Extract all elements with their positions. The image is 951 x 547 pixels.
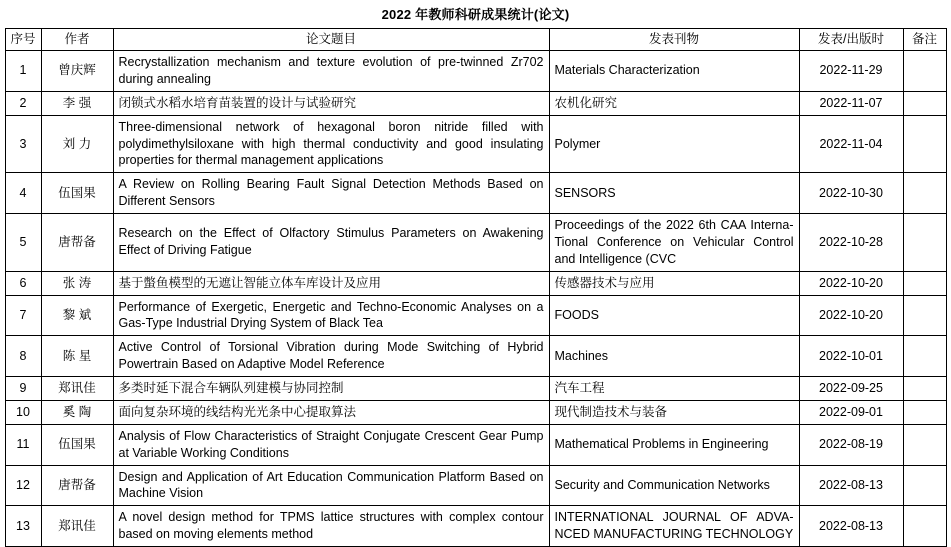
cell-date: 2022-10-01	[799, 336, 903, 377]
cell-journal: FOODS	[549, 295, 799, 336]
cell-index: 7	[5, 295, 41, 336]
cell-date: 2022-10-28	[799, 214, 903, 272]
cell-date: 2022-10-20	[799, 271, 903, 295]
cell-author: 郑讯佳	[41, 506, 113, 547]
table-row	[5, 400, 946, 424]
column-header-author: 作者	[41, 29, 113, 51]
cell-journal: 现代制造技术与装备	[549, 400, 799, 424]
cell-journal: Mathematical Problems in Engineering	[549, 424, 799, 465]
cell-date: 2022-11-04	[799, 115, 903, 173]
table-row	[5, 506, 946, 547]
cell-author: 郑讯佳	[41, 377, 113, 401]
cell-date: 2022-08-13	[799, 465, 903, 506]
cell-paper-title: Design and Application of Art Education Communication Platform Based on Machine Vision	[113, 465, 549, 506]
cell-paper-title: A Review on Rolling Bearing Fault Signal Detection Methods Based on Different Sensors	[113, 173, 549, 214]
cell-author: 黎 斌	[41, 295, 113, 336]
table-row	[5, 424, 946, 465]
cell-note	[903, 271, 946, 295]
table-row	[5, 214, 946, 272]
cell-index: 2	[5, 91, 41, 115]
cell-journal: Machines	[549, 336, 799, 377]
cell-author: 唐帮备	[41, 465, 113, 506]
cell-author: 曾庆辉	[41, 51, 113, 92]
cell-note	[903, 51, 946, 92]
cell-note	[903, 506, 946, 547]
cell-date: 2022-09-25	[799, 377, 903, 401]
cell-author: 奚 陶	[41, 400, 113, 424]
cell-author: 张 涛	[41, 271, 113, 295]
cell-index: 1	[5, 51, 41, 92]
table-row	[5, 115, 946, 173]
cell-date: 2022-10-30	[799, 173, 903, 214]
table-row	[5, 336, 946, 377]
cell-paper-title: 面向复杂环境的线结构光光条中心提取算法	[113, 400, 549, 424]
cell-journal: 传感器技术与应用	[549, 271, 799, 295]
cell-paper-title: 闭锁式水稻水培育苗装置的设计与试验研究	[113, 91, 549, 115]
column-header-note: 备注	[903, 29, 946, 51]
cell-journal: Materials Characterization	[549, 51, 799, 92]
cell-note	[903, 115, 946, 173]
cell-index: 5	[5, 214, 41, 272]
publications-table	[5, 28, 947, 547]
cell-journal: Proceedings of the 2022 6th CAA Interna-Tional Conference on Vehicular Control and Intelligence (CVC	[549, 214, 799, 272]
cell-date: 2022-10-20	[799, 295, 903, 336]
cell-author: 伍国果	[41, 173, 113, 214]
column-header-index: 序号	[5, 29, 41, 51]
cell-date: 2022-08-19	[799, 424, 903, 465]
cell-note	[903, 214, 946, 272]
cell-author: 陈 星	[41, 336, 113, 377]
column-header-paper-title: 论文题目	[113, 29, 549, 51]
cell-author: 李 强	[41, 91, 113, 115]
cell-note	[903, 336, 946, 377]
cell-author: 唐帮备	[41, 214, 113, 272]
cell-paper-title: Recrystallization mechanism and texture evolution of pre-twinned Zr702 during annealing	[113, 51, 549, 92]
cell-date: 2022-11-29	[799, 51, 903, 92]
table-row	[5, 51, 946, 92]
cell-index: 9	[5, 377, 41, 401]
cell-index: 13	[5, 506, 41, 547]
cell-paper-title: A novel design method for TPMS lattice structures with complex contour based on moving elements method	[113, 506, 549, 547]
cell-index: 12	[5, 465, 41, 506]
cell-note	[903, 91, 946, 115]
cell-author: 伍国果	[41, 424, 113, 465]
cell-index: 4	[5, 173, 41, 214]
table-row	[5, 377, 946, 401]
cell-paper-title: Three-dimensional network of hexagonal boron nitride filled with polydimethylsiloxane with high thermal conductivity and good insulating properties for thermal management applications	[113, 115, 549, 173]
cell-journal: 汽车工程	[549, 377, 799, 401]
cell-index: 3	[5, 115, 41, 173]
table-row	[5, 271, 946, 295]
cell-note	[903, 173, 946, 214]
cell-paper-title: 多类时延下混合车辆队列建模与协同控制	[113, 377, 549, 401]
cell-journal: INTERNATIONAL JOURNAL OF ADVA-NCED MANUFACTURING TECHNOLOGY	[549, 506, 799, 547]
cell-journal: Polymer	[549, 115, 799, 173]
cell-paper-title: Active Control of Torsional Vibration during Mode Switching of Hybrid Powertrain Based on Adaptive Model Reference	[113, 336, 549, 377]
cell-paper-title: Performance of Exergetic, Energetic and Techno-Economic Analyses on a Gas-Type Industrial Drying System of Black Tea	[113, 295, 549, 336]
cell-paper-title: Analysis of Flow Characteristics of Straight Conjugate Crescent Gear Pump at Variable Working Conditions	[113, 424, 549, 465]
column-header-journal: 发表刊物	[549, 29, 799, 51]
cell-date: 2022-11-07	[799, 91, 903, 115]
table-row	[5, 91, 946, 115]
cell-paper-title: 基于蟞鱼模型的无遮让智能立体车库设计及应用	[113, 271, 549, 295]
table-header-row	[5, 29, 946, 51]
cell-journal: SENSORS	[549, 173, 799, 214]
cell-author: 刘 力	[41, 115, 113, 173]
column-header-date: 发表/出版时	[799, 29, 903, 51]
table-row	[5, 173, 946, 214]
cell-note	[903, 400, 946, 424]
cell-index: 8	[5, 336, 41, 377]
cell-journal: Security and Communication Networks	[549, 465, 799, 506]
cell-index: 6	[5, 271, 41, 295]
table-row	[5, 465, 946, 506]
cell-note	[903, 465, 946, 506]
table-body	[5, 51, 946, 547]
cell-paper-title: Research on the Effect of Olfactory Stimulus Parameters on Awakening Effect of Driving Fatigue	[113, 214, 549, 272]
cell-journal: 农机化研究	[549, 91, 799, 115]
cell-date: 2022-09-01	[799, 400, 903, 424]
cell-note	[903, 295, 946, 336]
cell-date: 2022-08-13	[799, 506, 903, 547]
cell-index: 11	[5, 424, 41, 465]
page-title: 2022 年教师科研成果统计(论文)	[381, 7, 570, 22]
cell-note	[903, 424, 946, 465]
table-row	[5, 295, 946, 336]
cell-index: 10	[5, 400, 41, 424]
cell-note	[903, 377, 946, 401]
